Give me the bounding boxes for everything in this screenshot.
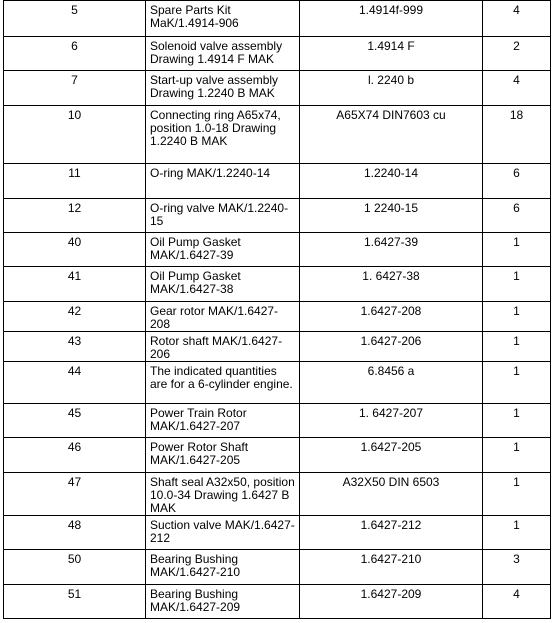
description-cell: Power Rotor Shaft MAK/1.6427-205 xyxy=(146,438,300,473)
part-code-cell: 6.8456 a xyxy=(300,362,483,404)
position-cell: 10 xyxy=(4,106,146,164)
parts-table-body xyxy=(4,1,551,619)
part-code-cell: A65X74 DIN7603 cu xyxy=(300,106,483,164)
part-code-cell: 1.6427-205 xyxy=(300,438,483,473)
table-row xyxy=(4,37,551,71)
description-cell: Shaft seal A32x50, position 10.0-34 Drawing 1.6427 B MAK xyxy=(146,473,300,516)
position-cell: 50 xyxy=(4,550,146,585)
position-cell: 45 xyxy=(4,404,146,438)
part-code-cell: 1.6427-206 xyxy=(300,332,483,362)
quantity-cell: 1 xyxy=(483,362,551,404)
part-code-cell: l. 2240 b xyxy=(300,71,483,106)
position-cell: 43 xyxy=(4,332,146,362)
description-cell: Bearing Bushing MAK/1.6427-209 xyxy=(146,585,300,619)
position-cell: 48 xyxy=(4,516,146,550)
table-row xyxy=(4,71,551,106)
table-row xyxy=(4,332,551,362)
quantity-cell: 18 xyxy=(483,106,551,164)
description-cell: O-ring MAK/1.2240-14 xyxy=(146,164,300,199)
part-code-cell: 1.6427-39 xyxy=(300,233,483,267)
part-code-cell: 1.2240-14 xyxy=(300,164,483,199)
description-cell: Gear rotor MAK/1.6427-208 xyxy=(146,302,300,332)
table-row xyxy=(4,1,551,37)
quantity-cell: 3 xyxy=(483,550,551,585)
description-cell: Power Train Rotor MAK/1.6427-207 xyxy=(146,404,300,438)
position-cell: 46 xyxy=(4,438,146,473)
description-cell: Start-up valve assembly Drawing 1.2240 B MAK xyxy=(146,71,300,106)
position-cell: 42 xyxy=(4,302,146,332)
position-cell: 47 xyxy=(4,473,146,516)
quantity-cell: 4 xyxy=(483,1,551,37)
part-code-cell: 1 2240-15 xyxy=(300,199,483,233)
part-code-cell: A32X50 DIN 6503 xyxy=(300,473,483,516)
description-cell: Connecting ring A65x74, position 1.0-18 Drawing 1.2240 B MAK xyxy=(146,106,300,164)
table-row xyxy=(4,550,551,585)
quantity-cell: 6 xyxy=(483,164,551,199)
quantity-cell: 1 xyxy=(483,473,551,516)
quantity-cell: 1 xyxy=(483,233,551,267)
table-row xyxy=(4,233,551,267)
quantity-cell: 1 xyxy=(483,302,551,332)
position-cell: 11 xyxy=(4,164,146,199)
table-row xyxy=(4,164,551,199)
description-cell: The indicated quantities are for a 6-cylinder engine. xyxy=(146,362,300,404)
table-row xyxy=(4,585,551,619)
position-cell: 51 xyxy=(4,585,146,619)
table-row xyxy=(4,362,551,404)
quantity-cell: 1 xyxy=(483,332,551,362)
position-cell: 12 xyxy=(4,199,146,233)
position-cell: 44 xyxy=(4,362,146,404)
description-cell: Rotor shaft MAK/1.6427-206 xyxy=(146,332,300,362)
table-row xyxy=(4,199,551,233)
table-row xyxy=(4,404,551,438)
position-cell: 5 xyxy=(4,1,146,37)
table-row xyxy=(4,302,551,332)
description-cell: Bearing Bushing MAK/1.6427-210 xyxy=(146,550,300,585)
part-code-cell: 1.6427-209 xyxy=(300,585,483,619)
quantity-cell: 4 xyxy=(483,585,551,619)
quantity-cell: 2 xyxy=(483,37,551,71)
description-cell: Solenoid valve assembly Drawing 1.4914 F MAK xyxy=(146,37,300,71)
part-code-cell: 1.6427-210 xyxy=(300,550,483,585)
part-code-cell: 1.4914f-999 xyxy=(300,1,483,37)
quantity-cell: 6 xyxy=(483,199,551,233)
table-row xyxy=(4,438,551,473)
part-code-cell: 1. 6427-207 xyxy=(300,404,483,438)
position-cell: 7 xyxy=(4,71,146,106)
quantity-cell: 1 xyxy=(483,516,551,550)
quantity-cell: 1 xyxy=(483,267,551,302)
description-cell: Oil Pump Gasket MAK/1.6427-39 xyxy=(146,233,300,267)
part-code-cell: 1.6427-208 xyxy=(300,302,483,332)
description-cell: Oil Pump Gasket MAK/1.6427-38 xyxy=(146,267,300,302)
table-row xyxy=(4,516,551,550)
position-cell: 41 xyxy=(4,267,146,302)
quantity-cell: 1 xyxy=(483,438,551,473)
description-cell: Spare Parts Kit MaK/1.4914-906 xyxy=(146,1,300,37)
table-row xyxy=(4,106,551,164)
part-code-cell: 1. 6427-38 xyxy=(300,267,483,302)
table-row xyxy=(4,473,551,516)
position-cell: 6 xyxy=(4,37,146,71)
description-cell: O-ring valve MAK/1.2240-15 xyxy=(146,199,300,233)
quantity-cell: 4 xyxy=(483,71,551,106)
part-code-cell: 1.4914 F xyxy=(300,37,483,71)
part-code-cell: 1.6427-212 xyxy=(300,516,483,550)
quantity-cell: 1 xyxy=(483,404,551,438)
parts-table xyxy=(3,0,551,619)
description-cell: Suction valve MAK/1.6427-212 xyxy=(146,516,300,550)
table-row xyxy=(4,267,551,302)
position-cell: 40 xyxy=(4,233,146,267)
